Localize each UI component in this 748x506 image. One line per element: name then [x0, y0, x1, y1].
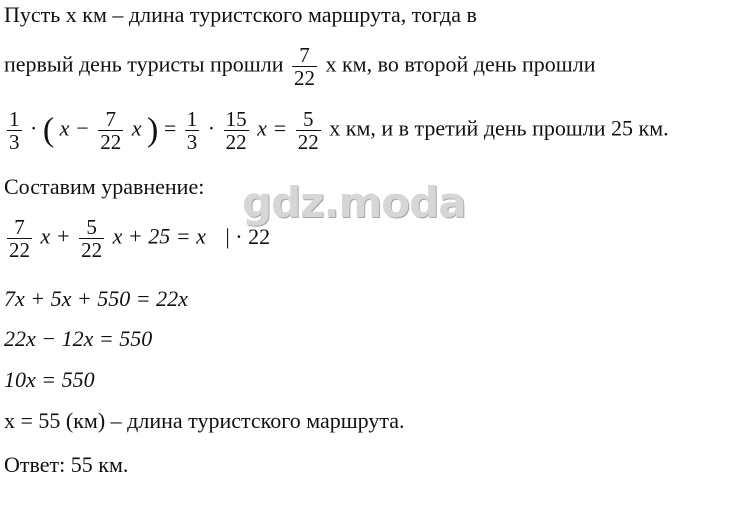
frac-den: 3	[9, 130, 20, 154]
frac-den: 3	[186, 130, 198, 154]
text-line-4: Составим уравнение:	[4, 174, 205, 199]
text-line-8: 10x = 550	[4, 367, 95, 392]
frac-den: 22	[81, 238, 103, 262]
text-line-9: x = 55 (км) – длина туристского маршрута.	[4, 408, 405, 433]
frac-den: 22	[100, 130, 122, 154]
dot-operator: ·	[30, 115, 38, 141]
inner-x-minus: x −	[59, 115, 90, 141]
text-line-6: 7x + 5x + 550 = 22x	[4, 286, 188, 311]
frac-den: 22	[293, 66, 315, 90]
equation-rest: x + 25 = x	[112, 223, 206, 249]
frac-num: 7	[98, 108, 123, 131]
frac-den: 22	[225, 130, 247, 154]
frac-num: 1	[186, 107, 198, 131]
text-line-3	[4, 108, 669, 153]
fraction-5-22	[296, 108, 321, 153]
frac-den: 22	[9, 238, 30, 262]
fraction-7-22	[98, 108, 123, 153]
frac-num: 15	[225, 107, 247, 131]
inner-x: x	[131, 115, 142, 141]
equals-sign: =	[163, 115, 177, 141]
fraction-1-3	[7, 108, 22, 153]
frac-num: 7	[7, 216, 32, 239]
frac-num: 1	[9, 107, 20, 131]
frac-den: 22	[297, 130, 319, 154]
frac-num: 5	[296, 108, 321, 131]
x-equals: x =	[257, 115, 288, 141]
line2-before: первый день туристы прошли	[4, 51, 284, 77]
text-line-1: Пусть x км – длина туристского маршрута, тогда в	[4, 2, 477, 27]
multiply-note: | · 22	[225, 223, 271, 249]
frac-num: 7	[292, 44, 317, 67]
fraction-7-22	[292, 44, 317, 89]
fraction-1-3	[185, 108, 200, 153]
text-line-2	[4, 44, 595, 89]
line3-tail: x км, и в третий день прошли 25 км.	[329, 115, 669, 141]
watermark-logo: gdz.moda	[242, 178, 466, 227]
text-line-7: 22x − 12x = 550	[4, 326, 153, 351]
text-line-5	[4, 216, 270, 261]
dot-operator: ·	[207, 115, 216, 141]
x-plus: x +	[40, 223, 71, 249]
line2-after: x км, во второй день прошли	[325, 51, 596, 77]
paren-open: (	[42, 111, 55, 149]
paren-close: )	[147, 111, 159, 149]
text-line-10: Ответ: 55 км.	[4, 452, 129, 477]
fraction-5-22	[79, 216, 104, 261]
fraction-7-22	[7, 216, 32, 261]
frac-num: 5	[79, 216, 104, 239]
fraction-15-22	[224, 108, 249, 153]
